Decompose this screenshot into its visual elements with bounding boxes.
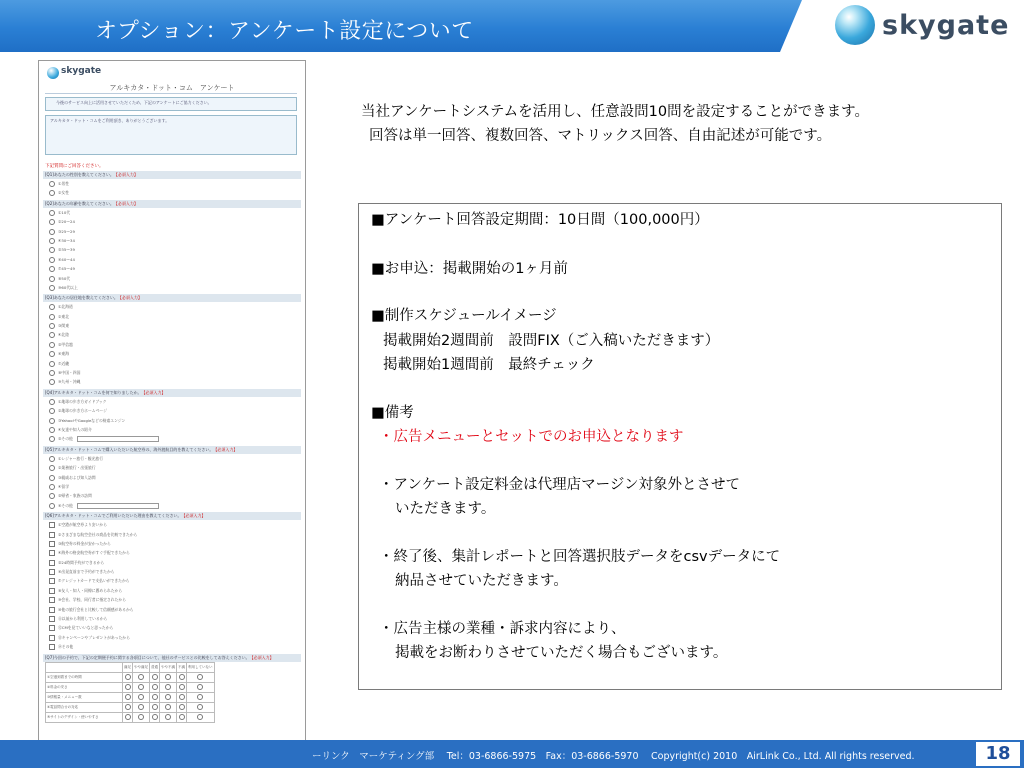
survey-option[interactable] bbox=[43, 454, 301, 463]
matrix-row-label: ④電話問合せの対応 bbox=[46, 702, 123, 712]
survey-option-label: ①10代 bbox=[58, 209, 71, 215]
matrix-column-header: 利用していない bbox=[187, 662, 215, 672]
checkbox-icon[interactable] bbox=[49, 532, 55, 538]
radio-icon[interactable] bbox=[49, 456, 55, 462]
survey-option[interactable] bbox=[43, 377, 301, 386]
note-refusal-line-2: 掲載をお断わりさせていただく場合もございます。 bbox=[395, 645, 728, 661]
screenshot-logo bbox=[47, 67, 107, 81]
screenshot-divider bbox=[45, 93, 297, 94]
survey-option-label: ⑧友人・知人・同僚に薦められたから bbox=[58, 587, 123, 593]
survey-option[interactable] bbox=[43, 340, 301, 349]
survey-option-label: ⑪以前から利用しているから bbox=[58, 616, 108, 622]
schedule-step-1: 掲載開始2週間前 設問FIX（ご入稿いただきます） bbox=[383, 333, 720, 349]
survey-question bbox=[43, 512, 301, 651]
matrix-corner bbox=[46, 662, 123, 672]
radio-icon[interactable] bbox=[138, 704, 144, 710]
notes-title: ■備考 bbox=[371, 405, 414, 421]
matrix-column-header: やや不満 bbox=[160, 662, 177, 672]
matrix-cell bbox=[133, 682, 150, 692]
radio-icon[interactable] bbox=[152, 674, 158, 680]
schedule-title: ■制作スケジュールイメージ bbox=[371, 308, 557, 324]
matrix-cell bbox=[160, 692, 177, 702]
matrix-cell bbox=[160, 672, 177, 682]
required-mark: 【必須入力】 bbox=[117, 295, 142, 301]
radio-icon[interactable] bbox=[179, 694, 185, 700]
matrix-cell bbox=[133, 692, 150, 702]
survey-option[interactable] bbox=[43, 217, 301, 226]
survey-option-label: ①空港が航空券より安いから bbox=[58, 522, 107, 528]
survey-question-text: [Q5]アルキカタ・ドット・コムで購入いただいた航空券の、海外渡航目的を教えてください。 bbox=[45, 446, 214, 452]
survey-option[interactable] bbox=[43, 520, 301, 529]
checkbox-icon[interactable] bbox=[49, 597, 55, 603]
radio-icon[interactable] bbox=[125, 714, 131, 720]
survey-option-label: ④留学 bbox=[58, 483, 69, 489]
radio-icon[interactable] bbox=[138, 694, 144, 700]
radio-icon[interactable] bbox=[165, 684, 171, 690]
required-mark: 【必須入力】 bbox=[249, 654, 274, 660]
survey-question-text: [Q7]今回の予約で、下記の定期便予約に関する各項目について、他社のサービスとの比較をしてお答えください。 bbox=[45, 654, 250, 660]
matrix-cell bbox=[123, 682, 133, 692]
survey-option-label: ⑤甲信越 bbox=[58, 341, 73, 347]
radio-icon[interactable] bbox=[125, 674, 131, 680]
radio-icon[interactable] bbox=[49, 257, 55, 263]
matrix-row bbox=[46, 692, 215, 702]
matrix-cell bbox=[160, 702, 177, 712]
matrix-row-label: ⑤サイトのデザイン・使いやすさ bbox=[46, 712, 123, 722]
survey-option[interactable] bbox=[43, 227, 301, 236]
survey-option[interactable] bbox=[43, 605, 301, 614]
radio-icon[interactable] bbox=[49, 379, 55, 385]
survey-question-head bbox=[43, 446, 301, 454]
survey-option-label: ⑦近畿 bbox=[58, 360, 69, 366]
survey-option-label: ⑥40〜44 bbox=[58, 256, 75, 262]
radio-icon[interactable] bbox=[49, 210, 55, 216]
survey-option[interactable] bbox=[43, 576, 301, 585]
screenshot-logo-text: skygate bbox=[61, 66, 102, 76]
checkbox-icon[interactable] bbox=[49, 616, 55, 622]
radio-icon[interactable] bbox=[49, 247, 55, 253]
survey-option[interactable] bbox=[43, 548, 301, 557]
survey-option[interactable] bbox=[43, 397, 301, 406]
matrix-cell bbox=[160, 712, 177, 722]
radio-icon[interactable] bbox=[49, 399, 55, 405]
period-info: ■アンケート回答設定期間：10日間（100,000円） bbox=[371, 212, 709, 228]
radio-icon[interactable] bbox=[49, 370, 55, 376]
survey-option-label: ⑨60代以上 bbox=[58, 284, 78, 290]
survey-screenshot bbox=[38, 60, 306, 768]
brand-logo: skygate bbox=[882, 10, 1010, 41]
radio-icon[interactable] bbox=[125, 684, 131, 690]
survey-option[interactable] bbox=[43, 302, 301, 311]
survey-option-label: ⑩他の旅行会社と比較して信頼感があるから bbox=[58, 606, 134, 612]
radio-icon[interactable] bbox=[152, 684, 158, 690]
matrix-row-label: ②料金の安さ bbox=[46, 682, 123, 692]
other-text-input[interactable] bbox=[77, 503, 159, 509]
radio-icon[interactable] bbox=[49, 484, 55, 490]
survey-question bbox=[43, 200, 301, 293]
note-refusal-line-1: ・広告主様の業種・訴求内容により、 bbox=[379, 621, 626, 637]
matrix-column-header: 普通 bbox=[150, 662, 160, 672]
survey-question-text: [Q4]アルキカタ・ドット・コムを何で知りましたか。 bbox=[45, 389, 142, 395]
checkbox-icon[interactable] bbox=[49, 522, 55, 528]
survey-option[interactable] bbox=[43, 434, 301, 443]
required-mark: 【必須入力】 bbox=[141, 389, 166, 395]
matrix-row-label: ①空港到着までの時間 bbox=[46, 672, 123, 682]
matrix-cell bbox=[160, 682, 177, 692]
note-set-required: ・広告メニューとセットでのお申込となります bbox=[379, 429, 684, 445]
survey-option-label: ③関東 bbox=[58, 323, 69, 329]
survey-option-label: ③親戚および知人訪問 bbox=[58, 474, 96, 480]
survey-option-label: ⑧50代 bbox=[58, 275, 71, 281]
radio-icon[interactable] bbox=[165, 694, 171, 700]
checkbox-icon[interactable] bbox=[49, 607, 55, 613]
matrix-cell bbox=[187, 692, 215, 702]
survey-option[interactable] bbox=[43, 558, 301, 567]
radio-icon[interactable] bbox=[179, 684, 185, 690]
matrix-row bbox=[46, 672, 215, 682]
page-number: 18 bbox=[976, 742, 1020, 766]
survey-option[interactable] bbox=[43, 595, 301, 604]
matrix-cell bbox=[123, 702, 133, 712]
logo-orb-icon bbox=[835, 5, 875, 45]
survey-question-head bbox=[43, 200, 301, 208]
survey-option-label: ①レジャー旅行・観光旅行 bbox=[58, 455, 103, 461]
survey-option-label: ①男性 bbox=[58, 181, 69, 186]
checkbox-icon[interactable] bbox=[49, 635, 55, 641]
radio-icon[interactable] bbox=[138, 684, 144, 690]
survey-option-label: ②さまざまな航空会社の商品を比較できたから bbox=[58, 531, 138, 537]
checkbox-icon[interactable] bbox=[49, 644, 55, 650]
radio-icon[interactable] bbox=[49, 436, 55, 442]
radio-icon[interactable] bbox=[179, 704, 185, 710]
matrix-cell bbox=[177, 692, 187, 702]
required-mark: 【必須入力】 bbox=[113, 200, 138, 206]
survey-option-label: ⑤35〜39 bbox=[58, 247, 75, 253]
intro-line-2: 回答は単一回答、複数回答、マトリックス回答、自由記述が可能です。 bbox=[369, 128, 832, 144]
survey-option-label: ③航空券の料金が安かったから bbox=[58, 540, 111, 546]
radio-icon[interactable] bbox=[152, 694, 158, 700]
survey-option-label: ①地球の歩き方ガイドブック bbox=[58, 398, 107, 404]
radio-icon[interactable] bbox=[49, 475, 55, 481]
survey-option[interactable] bbox=[43, 312, 301, 321]
screenshot-notice-detail: アルキカタ・ドット・コムをご利用頂き、ありがとうございます。 bbox=[45, 115, 297, 155]
matrix-cell bbox=[133, 672, 150, 682]
survey-option[interactable] bbox=[43, 463, 301, 472]
survey-option-label: ③Yahoo!やGoogleなどの検索エンジン bbox=[58, 417, 126, 423]
checkbox-icon[interactable] bbox=[49, 578, 55, 584]
survey-option-label: ⑦クレジットカードで支払いができたから bbox=[58, 578, 130, 584]
checkbox-icon[interactable] bbox=[49, 569, 55, 575]
matrix-cell bbox=[187, 712, 215, 722]
note-margin-line-1: ・アンケート設定料金は代理店マージン対象外とさせて bbox=[379, 477, 740, 493]
radio-icon[interactable] bbox=[49, 229, 55, 235]
survey-option[interactable] bbox=[43, 368, 301, 377]
radio-icon[interactable] bbox=[49, 503, 55, 509]
radio-icon[interactable] bbox=[165, 714, 171, 720]
radio-icon[interactable] bbox=[49, 323, 55, 329]
survey-option[interactable] bbox=[43, 473, 301, 482]
survey-option-label: ⑨会社、学校、同行者に指定されたから bbox=[58, 597, 126, 603]
other-text-input[interactable] bbox=[77, 436, 159, 442]
radio-icon[interactable] bbox=[49, 219, 55, 225]
survey-option-label: ④30〜34 bbox=[58, 237, 75, 243]
survey-option[interactable] bbox=[43, 330, 301, 339]
survey-option[interactable] bbox=[43, 406, 301, 415]
note-report-line-2: 納品させていただきます。 bbox=[395, 573, 568, 589]
survey-option-label: ⑧中国・四国 bbox=[58, 370, 81, 376]
checkbox-icon[interactable] bbox=[49, 588, 55, 594]
matrix-cell bbox=[150, 672, 160, 682]
note-report-line-1: ・終了後、集計レポートと回答選択肢データをcsvデータにて bbox=[379, 549, 781, 565]
survey-option[interactable] bbox=[43, 482, 301, 491]
radio-icon[interactable] bbox=[49, 351, 55, 357]
radio-icon[interactable] bbox=[179, 714, 185, 720]
survey-option[interactable] bbox=[43, 642, 301, 651]
survey-option-label: ⑨九州・沖縄 bbox=[58, 379, 81, 385]
matrix-column-header: 満足 bbox=[123, 662, 133, 672]
survey-option[interactable] bbox=[43, 491, 301, 500]
required-mark: 【必須入力】 bbox=[181, 513, 206, 519]
radio-icon[interactable] bbox=[49, 181, 55, 187]
matrix-cell bbox=[123, 692, 133, 702]
survey-option-label: ⑫CMを見ていいなと思ったから bbox=[58, 625, 114, 631]
screenshot-title: アルキカタ・ドット・コム アンケート bbox=[109, 84, 235, 92]
survey-option[interactable] bbox=[43, 425, 301, 434]
survey-option[interactable] bbox=[43, 179, 301, 188]
matrix-row bbox=[46, 702, 215, 712]
radio-icon[interactable] bbox=[197, 694, 203, 700]
matrix-column-header: やや満足 bbox=[133, 662, 150, 672]
survey-option-label: ④海外の格安航空券がすぐ手配できたから bbox=[58, 550, 130, 556]
survey-option-label: ②業務旅行・出張旅行 bbox=[58, 465, 96, 471]
radio-icon[interactable] bbox=[49, 418, 55, 424]
matrix-cell bbox=[150, 702, 160, 712]
radio-icon[interactable] bbox=[152, 714, 158, 720]
radio-icon[interactable] bbox=[138, 714, 144, 720]
radio-icon[interactable] bbox=[197, 684, 203, 690]
survey-option-label: ⑤24時間予約ができるから bbox=[58, 559, 105, 565]
survey-option[interactable] bbox=[43, 208, 301, 217]
matrix-cell bbox=[150, 712, 160, 722]
survey-question bbox=[43, 171, 301, 198]
radio-icon[interactable] bbox=[49, 465, 55, 471]
survey-form bbox=[43, 161, 301, 723]
survey-question-head bbox=[43, 171, 301, 179]
survey-option-label: ④北陸 bbox=[58, 332, 69, 338]
slide-title: オプション：アンケート設定について bbox=[95, 19, 474, 44]
matrix-cell bbox=[187, 682, 215, 692]
survey-option[interactable] bbox=[43, 501, 301, 510]
radio-icon[interactable] bbox=[197, 714, 203, 720]
survey-question-text: [Q1]あなたの性別を教えてください。 bbox=[45, 172, 114, 177]
matrix-cell bbox=[133, 712, 150, 722]
matrix-cell bbox=[177, 712, 187, 722]
survey-question-text: [Q3]あなたの居住地を教えてください。 bbox=[45, 295, 118, 301]
survey-option-label: ③25〜29 bbox=[58, 228, 75, 234]
matrix-row bbox=[46, 682, 215, 692]
matrix-row-label: ③情報量・メニュー数 bbox=[46, 692, 123, 702]
matrix-cell bbox=[177, 702, 187, 712]
survey-option[interactable] bbox=[43, 188, 301, 197]
required-mark: 【必須入力】 bbox=[113, 172, 138, 177]
intro-text bbox=[361, 100, 1011, 148]
intro-line-1: 当社アンケートシステムを活用し、任意設問10問を設定することができます。 bbox=[361, 104, 869, 120]
radio-icon[interactable] bbox=[49, 427, 55, 433]
radio-icon[interactable] bbox=[49, 266, 55, 272]
survey-option-label: ⑬キャンペーンやプレゼントがあったから bbox=[58, 634, 130, 640]
matrix-cell bbox=[123, 672, 133, 682]
radio-icon[interactable] bbox=[197, 704, 203, 710]
radio-icon[interactable] bbox=[49, 285, 55, 291]
survey-option[interactable] bbox=[43, 321, 301, 330]
matrix-cell bbox=[177, 672, 187, 682]
survey-option[interactable] bbox=[43, 255, 301, 264]
survey-option-label: ②女性 bbox=[58, 190, 69, 196]
survey-option-label: ⑭その他 bbox=[58, 644, 74, 650]
matrix-cell bbox=[187, 702, 215, 712]
radio-icon[interactable] bbox=[125, 704, 131, 710]
matrix-row bbox=[46, 712, 215, 722]
radio-icon[interactable] bbox=[49, 342, 55, 348]
survey-option-label: ⑥その他 bbox=[58, 502, 73, 508]
survey-option-label: ②東北 bbox=[58, 313, 69, 319]
matrix-cell bbox=[150, 682, 160, 692]
radio-icon[interactable] bbox=[49, 238, 55, 244]
survey-option[interactable] bbox=[43, 264, 301, 273]
radio-icon[interactable] bbox=[179, 674, 185, 680]
survey-question-text: [Q6]アルキカタ・ドット・コムでご利用いただいた理由を教えてください。 bbox=[45, 513, 182, 519]
required-note: 下記質問にご回答ください。 bbox=[45, 164, 104, 169]
matrix-column-header: 不満 bbox=[177, 662, 187, 672]
survey-option[interactable] bbox=[43, 586, 301, 595]
survey-option[interactable] bbox=[43, 245, 301, 254]
survey-option[interactable] bbox=[43, 623, 301, 632]
survey-option-label: ④友達や知人の紹介 bbox=[58, 426, 92, 432]
radio-icon[interactable] bbox=[165, 674, 171, 680]
survey-question bbox=[43, 389, 301, 444]
matrix-cell bbox=[187, 672, 215, 682]
survey-option-label: ⑦45〜49 bbox=[58, 266, 75, 272]
radio-icon[interactable] bbox=[49, 361, 55, 367]
survey-question-text: [Q2]あなたの年齢を教えてください。 bbox=[45, 200, 114, 206]
survey-question bbox=[43, 446, 301, 510]
screenshot-logo-orb-icon bbox=[47, 67, 59, 79]
survey-option[interactable] bbox=[43, 567, 301, 576]
survey-option[interactable] bbox=[43, 633, 301, 642]
matrix-cell bbox=[150, 692, 160, 702]
survey-matrix-question bbox=[43, 654, 301, 723]
survey-option[interactable] bbox=[43, 283, 301, 292]
survey-question bbox=[43, 294, 301, 387]
survey-option-label: ①北海道 bbox=[58, 304, 73, 310]
survey-option[interactable] bbox=[43, 236, 301, 245]
required-mark: 【必須入力】 bbox=[213, 446, 238, 452]
matrix-cell bbox=[177, 682, 187, 692]
survey-question-head bbox=[43, 512, 301, 520]
radio-icon[interactable] bbox=[49, 332, 55, 338]
matrix-cell bbox=[133, 702, 150, 712]
survey-option-label: ②20〜24 bbox=[58, 219, 75, 225]
radio-icon[interactable] bbox=[49, 304, 55, 310]
radio-icon[interactable] bbox=[49, 276, 55, 282]
survey-option[interactable] bbox=[43, 349, 301, 358]
checkbox-icon[interactable] bbox=[49, 560, 55, 566]
survey-option-label: ⑤帰省・家族の訪問 bbox=[58, 493, 92, 499]
radio-icon[interactable] bbox=[49, 493, 55, 499]
screenshot-notice: 今後のサービス向上に活用させていただくため、下記のアンケートにご協力ください。 bbox=[45, 97, 297, 111]
radio-icon[interactable] bbox=[165, 704, 171, 710]
checkbox-icon[interactable] bbox=[49, 625, 55, 631]
survey-matrix-table bbox=[45, 662, 215, 723]
survey-option[interactable] bbox=[43, 530, 301, 539]
radio-icon[interactable] bbox=[152, 704, 158, 710]
radio-icon[interactable] bbox=[125, 694, 131, 700]
radio-icon[interactable] bbox=[49, 314, 55, 320]
survey-question-head bbox=[43, 294, 301, 302]
footer-copyright: ーリンク マーケティング部 Tel：03-6866-5975 Fax：03-6866-5970 Copyright(c) 2010 AirLink Co., Ltd. All rights reserved. bbox=[312, 751, 915, 762]
survey-question-head bbox=[43, 389, 301, 397]
radio-icon[interactable] bbox=[49, 408, 55, 414]
survey-option-label: ②地球の歩き方ホームページ bbox=[58, 408, 107, 414]
checkbox-icon[interactable] bbox=[49, 541, 55, 547]
note-margin-line-2: いただきます。 bbox=[395, 501, 496, 517]
radio-icon[interactable] bbox=[197, 674, 203, 680]
schedule-step-2: 掲載開始1週間前 最終チェック bbox=[383, 357, 595, 373]
radio-icon[interactable] bbox=[138, 674, 144, 680]
survey-option[interactable] bbox=[43, 274, 301, 283]
survey-option-label: ⑥出発直前まで予約ができたから bbox=[58, 569, 115, 575]
survey-option[interactable] bbox=[43, 359, 301, 368]
survey-option[interactable] bbox=[43, 539, 301, 548]
survey-option-label: ⑤その他 bbox=[58, 436, 73, 442]
survey-option[interactable] bbox=[43, 614, 301, 623]
apply-info: ■お申込：掲載開始の1ヶ月前 bbox=[371, 261, 568, 277]
survey-option[interactable] bbox=[43, 416, 301, 425]
matrix-cell bbox=[123, 712, 133, 722]
radio-icon[interactable] bbox=[49, 190, 55, 196]
survey-question-head bbox=[43, 654, 301, 662]
survey-option-label: ⑥東海 bbox=[58, 351, 69, 357]
checkbox-icon[interactable] bbox=[49, 550, 55, 556]
